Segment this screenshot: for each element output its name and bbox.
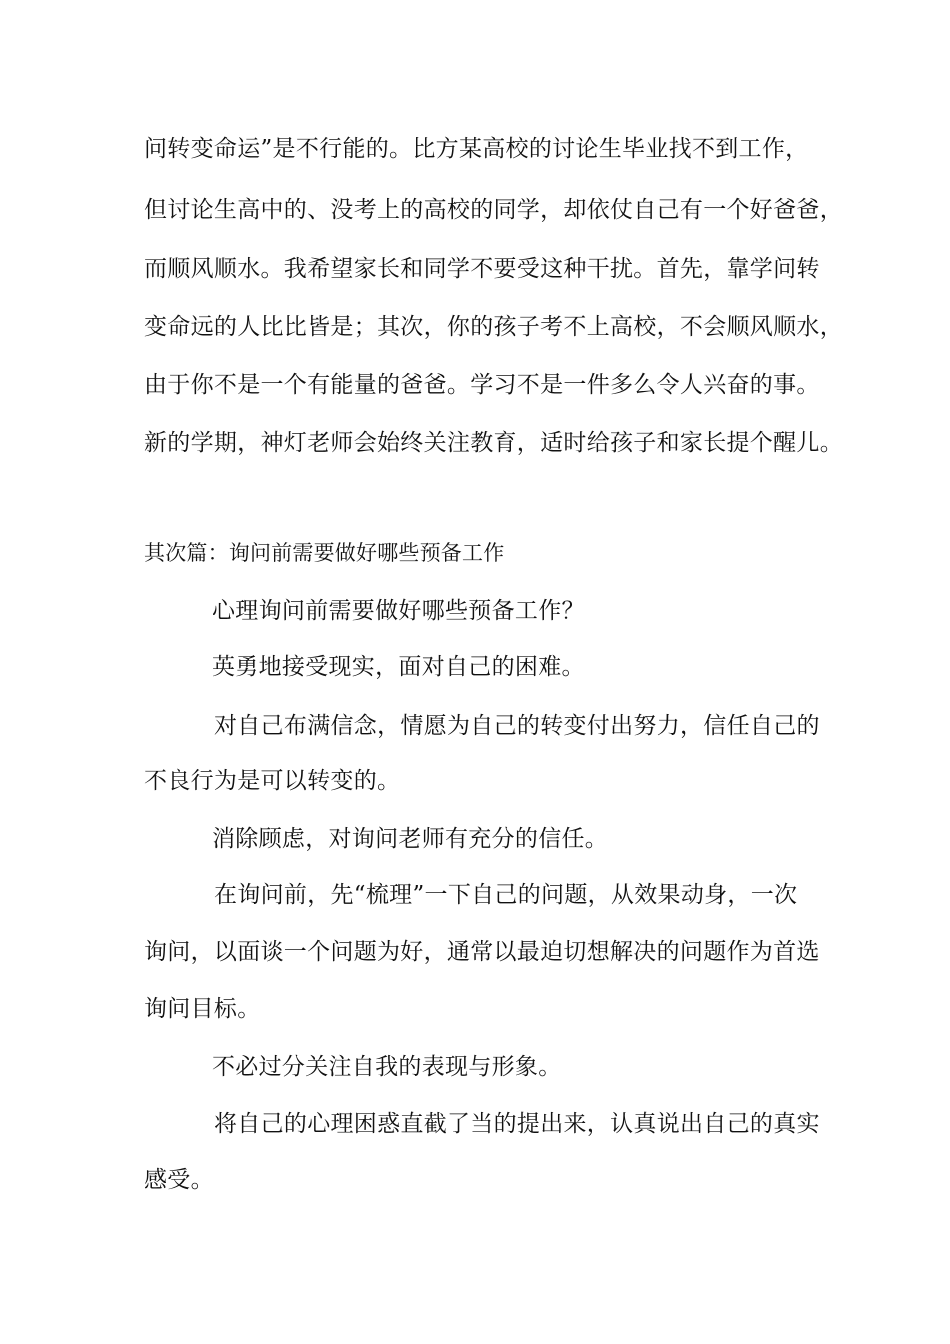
answer-6-line-1: 将自己的心理困惑直截了当的提出来，认真说出自己的真实 (214, 1111, 820, 1137)
question-line: 心理询问前需要做好哪些预备工作？ (212, 598, 585, 624)
intro-line-5: 由于你不是一个有能量的爸爸。学习不是一件多么令人兴奋的事。 (144, 372, 820, 398)
answer-2-line-1: 对自己布满信念，情愿为自己的转变付出努力，信任自己的 (214, 713, 820, 739)
answer-3: 消除顾虑，对询问老师有充分的信任。 (212, 826, 609, 852)
answer-5: 不必过分关注自我的表现与形象。 (212, 1054, 562, 1080)
intro-line-1: 问转变命运”是不行能的。比方某高校的讨论生毕业找不到工作， (144, 136, 809, 162)
answer-1: 英勇地接受现实，面对自己的困难。 (212, 654, 585, 680)
answer-6-line-2: 感受。 (144, 1167, 214, 1193)
intro-line-2: 但讨论生高中的、没考上的高校的同学，却依仗自己有一个好爸爸， (144, 197, 843, 223)
intro-line-6: 新的学期，神灯老师会始终关注教育，适时给孩子和家长提个醒儿。 (144, 430, 843, 456)
section-heading: 其次篇：询问前需要做好哪些预备工作 (144, 541, 505, 565)
intro-line-4: 变命远的人比比皆是；其次，你的孩子考不上高校，不会顺风顺水， (144, 314, 843, 340)
intro-line-3: 而顺风顺水。我希望家长和同学不要受这种干扰。首先，靠学问转 (144, 256, 820, 282)
answer-4-line-3: 询问目标。 (144, 996, 261, 1022)
answer-2-line-2: 不良行为是可以转变的。 (144, 768, 401, 794)
answer-4-line-2: 询问，以面谈一个问题为好，通常以最迫切想解决的问题作为首选 (144, 939, 820, 965)
answer-4-line-1: 在询问前，先“梳理”一下自己的问题，从效果动身，一次 (214, 882, 798, 908)
